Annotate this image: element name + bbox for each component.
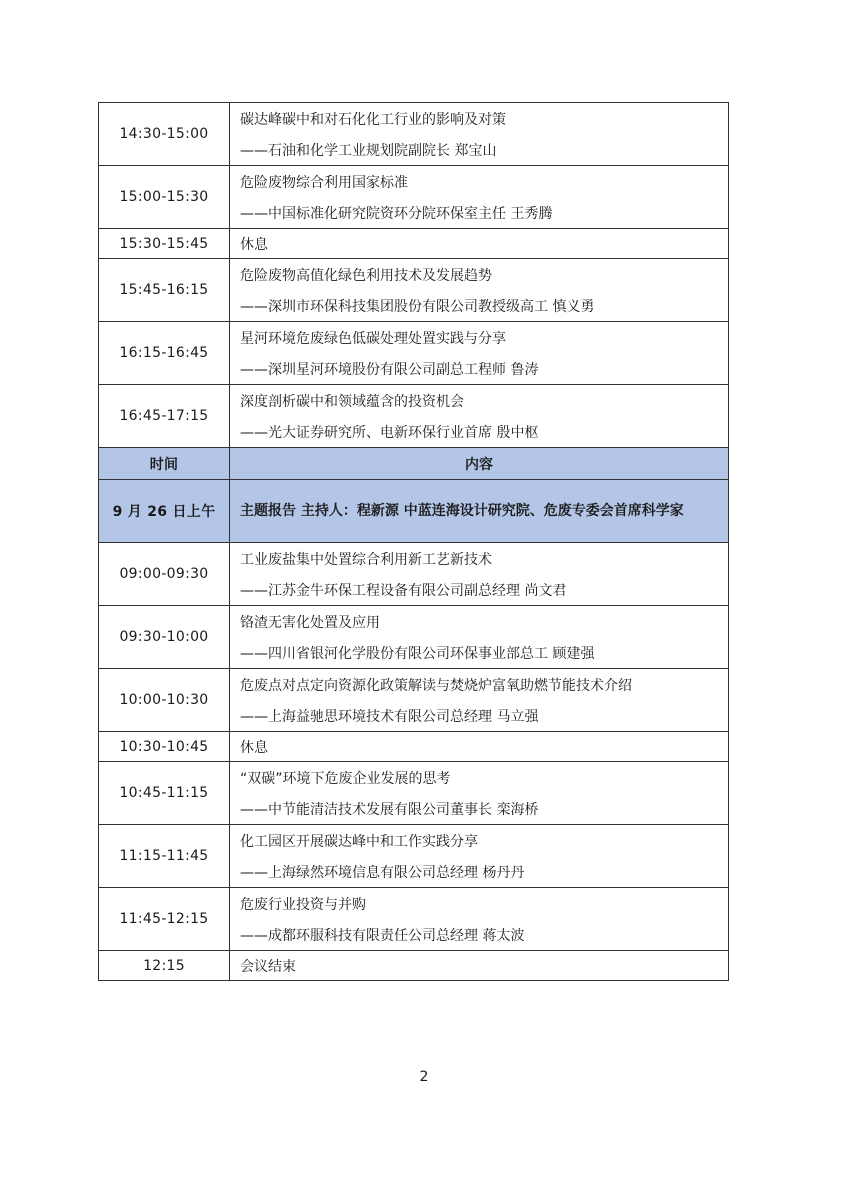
- talk-speaker: ——成都环服科技有限责任公司总经理 蒋太波: [240, 927, 525, 944]
- talk-speaker: ——深圳星河环境股份有限公司副总工程师 鲁涛: [240, 361, 539, 378]
- time-cell: 12:15: [99, 951, 230, 981]
- talk-title: 危险废物综合利用国家标准: [240, 174, 408, 191]
- time-cell: 09:00-09:30: [99, 543, 230, 606]
- agenda-row: [99, 825, 729, 888]
- content-cell: [230, 229, 729, 259]
- content-cell: [230, 825, 729, 888]
- content-cell: [230, 322, 729, 385]
- header-content: 内容: [230, 448, 729, 480]
- time-cell: 10:30-10:45: [99, 732, 230, 762]
- talk-title: 休息: [240, 739, 268, 756]
- agenda-row: [99, 606, 729, 669]
- talk-title: 工业废盐集中处置综合利用新工艺新技术: [240, 551, 492, 568]
- time-cell: 16:15-16:45: [99, 322, 230, 385]
- talk-title: 休息: [240, 236, 268, 253]
- talk-speaker: ——中国标准化研究院资环分院环保室主任 王秀腾: [240, 205, 553, 222]
- talk-speaker: ——上海绿然环境信息有限公司总经理 杨丹丹: [240, 864, 525, 881]
- talk-title: 星河环境危废绿色低碳处理处置实践与分享: [240, 330, 506, 347]
- talk-title: 会议结束: [240, 958, 296, 975]
- talk-speaker: ——上海益驰思环境技术有限公司总经理 马立强: [240, 708, 539, 725]
- talk-title: 深度剖析碳中和领域蕴含的投资机会: [240, 393, 464, 410]
- talk-speaker: ——四川省银河化学股份有限公司环保事业部总工 顾建强: [240, 645, 595, 662]
- talk-speaker: ——江苏金牛环保工程设备有限公司副总经理 尚文君: [240, 582, 567, 599]
- agenda-row: [99, 166, 729, 229]
- agenda-row: [99, 669, 729, 732]
- talk-title: 铬渣无害化处置及应用: [240, 614, 380, 631]
- header-time: 时间: [99, 448, 230, 480]
- content-cell: [230, 259, 729, 322]
- agenda-row: [99, 322, 729, 385]
- content-cell: [230, 951, 729, 981]
- talk-speaker: ——中节能清洁技术发展有限公司董事长 栾海桥: [240, 801, 539, 818]
- time-cell: 10:45-11:15: [99, 762, 230, 825]
- content-cell: [230, 166, 729, 229]
- time-cell: 15:00-15:30: [99, 166, 230, 229]
- agenda-row: [99, 762, 729, 825]
- time-cell: 09:30-10:00: [99, 606, 230, 669]
- time-cell: 11:15-11:45: [99, 825, 230, 888]
- agenda-row: [99, 259, 729, 322]
- time-cell: 15:45-16:15: [99, 259, 230, 322]
- content-cell: [230, 606, 729, 669]
- content-cell: [230, 385, 729, 448]
- agenda-row: [99, 229, 729, 259]
- agenda-row: [99, 103, 729, 166]
- talk-title: 化工园区开展碳达峰中和工作实践分享: [240, 833, 478, 850]
- time-cell: 15:30-15:45: [99, 229, 230, 259]
- agenda-row: [99, 951, 729, 981]
- talk-title: 碳达峰碳中和对石化化工行业的影响及对策: [240, 111, 506, 128]
- talk-speaker: ——石油和化学工业规划院副院长 郑宝山: [240, 142, 497, 159]
- session-theme-cell: [230, 480, 729, 543]
- agenda-row: [99, 732, 729, 762]
- page-number: 2: [419, 1069, 429, 1085]
- talk-title: 危险废物高值化绿色利用技术及发展趋势: [240, 267, 492, 284]
- session-date: 9 月 26 日上午: [99, 480, 230, 543]
- content-cell: [230, 888, 729, 951]
- content-cell: [230, 669, 729, 732]
- time-cell: 16:45-17:15: [99, 385, 230, 448]
- talk-speaker: ——光大证券研究所、电新环保行业首席 殷中枢: [240, 424, 539, 441]
- agenda-table: [98, 102, 729, 981]
- talk-title: 危废点对点定向资源化政策解读与焚烧炉富氧助燃节能技术介绍: [240, 677, 632, 694]
- talk-title: “双碳”环境下危废企业发展的思考: [240, 770, 451, 787]
- content-cell: [230, 732, 729, 762]
- talk-speaker: ——深圳市环保科技集团股份有限公司教授级高工 慎义勇: [240, 298, 595, 315]
- time-cell: 11:45-12:15: [99, 888, 230, 951]
- time-cell: 14:30-15:00: [99, 103, 230, 166]
- agenda-row: [99, 543, 729, 606]
- content-cell: [230, 543, 729, 606]
- agenda-row: [99, 385, 729, 448]
- talk-title: 危废行业投资与并购: [240, 896, 366, 913]
- table-header-row: [99, 448, 729, 480]
- agenda-row: [99, 888, 729, 951]
- time-cell: 10:00-10:30: [99, 669, 230, 732]
- content-cell: [230, 103, 729, 166]
- session-theme: 主题报告 主持人：程新源 中蓝连海设计研究院、危废专委会首席科学家: [240, 502, 684, 519]
- session-header-row: [99, 480, 729, 543]
- content-cell: [230, 762, 729, 825]
